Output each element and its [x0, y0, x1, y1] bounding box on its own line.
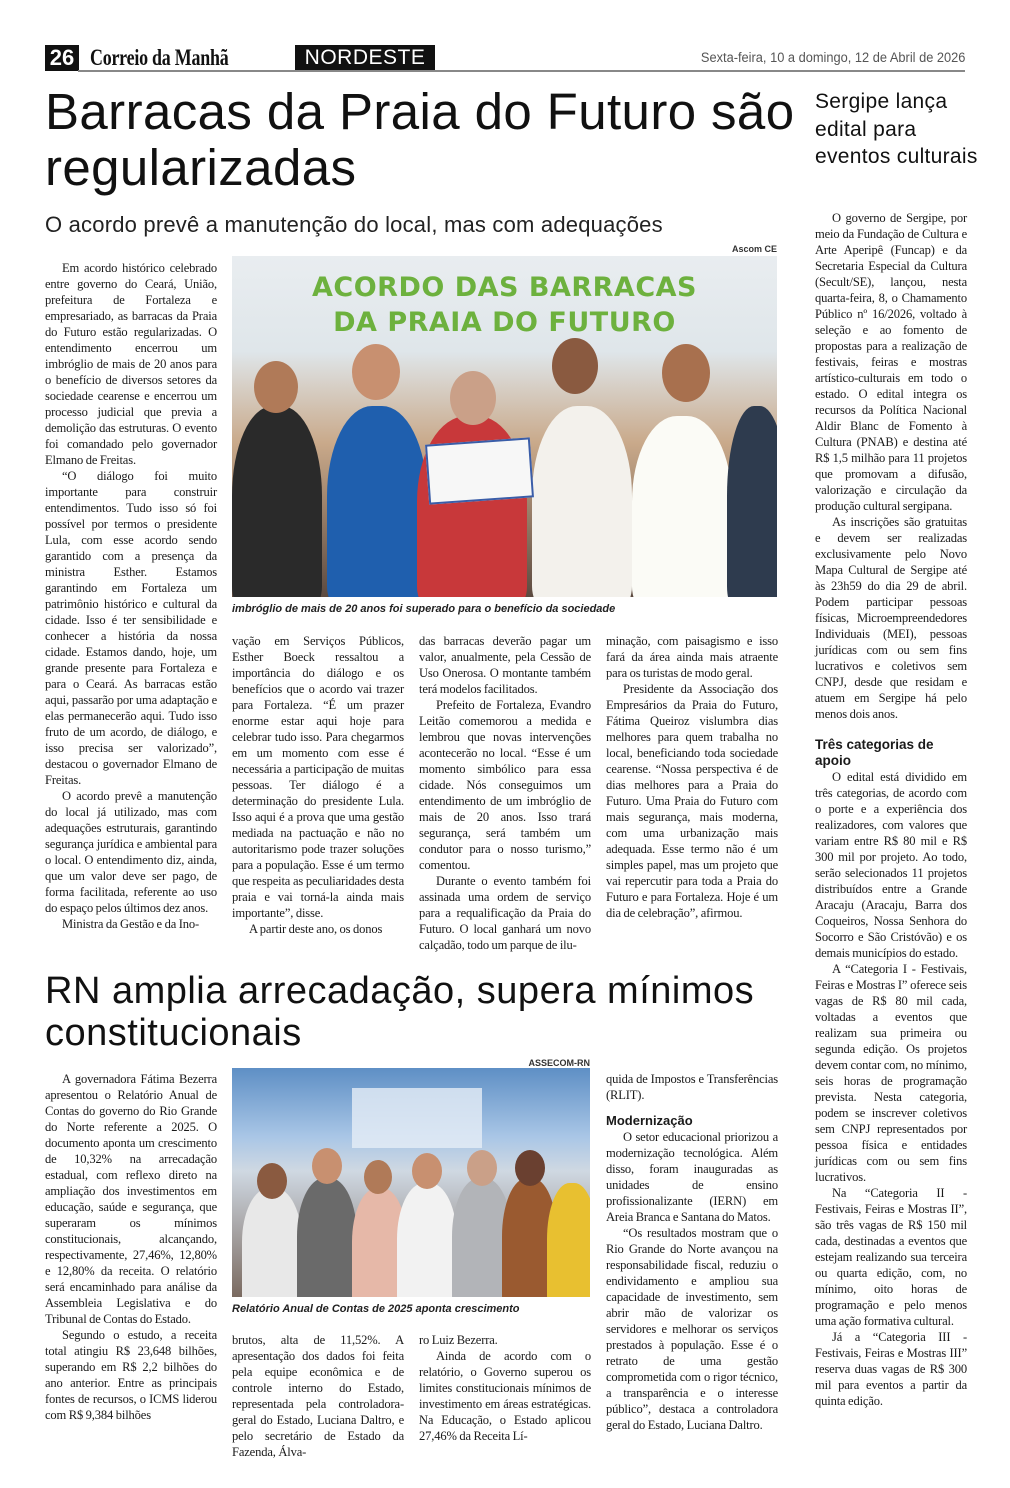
paragraph: “Os resultados mostram que o Rio Grande do Norte avançou na responsabilidade fiscal, reduziu o endividamento e ampliou sua capacidade de investimento, sem abrir mão de valorizar os servidores e melhorar os serviços prestados à população. Esse é o retrato de uma gestão comprometida com o rigor técnico, a transparência e o interesse público”, destaca a controladora geral do Estado, Luciana Daltro.	[606, 1226, 778, 1432]
article-column-1	[45, 1071, 217, 1423]
photo-credit: ASSECOM-RN	[528, 1058, 590, 1068]
paragraph: O acordo prevê a manutenção do local já utilizado, mas com adequações estruturais, garantindo segurança jurídica e ambiental para o local. O entendimento diz, ainda, que um valor deve ser pago, de forma facilitada, referente ao uso do espaço pelos últimos dez anos.	[45, 789, 217, 915]
paragraph: Na “Categoria II - Festivais, Feiras e Mostras II”, são três vagas de R$ 150 mil cada, destinadas a eventos que estejam realizando sua terceira ou quarta edição, com, no mínimo, oito horas de programação e pelo menos uma ação formativa cultural.	[815, 1186, 967, 1328]
section-subheading: Três categorias de apoio	[815, 737, 934, 768]
article-headline: RN amplia arrecadação, supera mínimos constitucionais	[45, 970, 755, 1054]
paragraph: O setor educacional priorizou a modernização tecnológica. Além disso, foram inauguradas as unidades de ensino profissionalizante (IERN) em Areia Branca e Santana do Matos.	[606, 1130, 778, 1224]
section-subheading: Modernização	[606, 1113, 693, 1128]
section-label: NORDESTE	[295, 45, 435, 71]
paragraph: quida de Impostos e Transferências (RLIT).	[606, 1072, 778, 1102]
photo-banner-text: ACORDO DAS BARRACAS DA PRAIA DO FUTURO	[312, 272, 697, 338]
page-number: 26	[45, 45, 79, 71]
sidebar-column	[815, 210, 967, 1409]
article-column-1	[45, 260, 217, 932]
issue-date: Sexta-feira, 10 a domingo, 12 de Abril de 2026	[700, 50, 965, 65]
paragraph: “O diálogo foi muito importante para construir entendimentos. Tudo isso só foi possível por termos o presidente Lula, com esse acordo sendo garantido com a presença da ministra Esther. Estamos garantindo em Fortaleza um patrimônio histórico e cultural da cidade. Isso é ter sensibilidade e conhecer a história da nossa cidade. Estamos dando, hoje, um grande presente para Fortaleza e para o Ceará. As barracas estão aqui, passarão por uma adaptação e elas permanecerão aqui. Tudo isso fruto de um acordo, de diálogo, e isso precisa ser valorizado”, destacou o governador Elmano de Freitas.	[45, 469, 217, 787]
photo-credit: Ascom CE	[731, 244, 777, 254]
paragraph: minação, com paisagismo e isso fará da área ainda mais atraente para os turistas de modo geral.	[606, 634, 778, 680]
paragraph: Durante o evento também foi assinada uma ordem de serviço para a requalificação da Praia do Futuro. O local ganhará um novo calçadão, todo um parque de ilu-	[419, 874, 591, 952]
paragraph: Ainda de acordo com o relatório, o Governo superou os limites constitucionais mínimos de investimento em áreas estratégicas. Na Educação, o Estado aplicou 27,46% da Receita Lí-	[419, 1349, 591, 1443]
paragraph: Presidente da Associação dos Empresários da Praia do Futuro, Fátima Queiroz vislumbra dias melhores para quem trabalha no local, beneficiando toda sociedade cearense. “Nossa perspectiva é de dias melhores para a Praia do Futuro. Uma Praia do Futuro com mais segurança, mais moderna, com uma urbanização mais adequada. Esse termo não é um simples papel, mas um projeto que vai repercutir para toda a Praia do Futuro e para Fortaleza. Hoje é um dia de celebração”, afirmou.	[606, 682, 778, 920]
paragraph: das barracas deverão pagar um valor, anualmente, pela Cessão de Uso Onerosa. O montante também terá modelos facilitados.	[419, 634, 591, 696]
paragraph: Segundo o estudo, a receita total atingiu R$ 23,648 bilhões, superando em R$ 2,2 bilhões do ano anterior. Entre as principais fontes de recursos, o ICMS liderou com R$ 9,384 bilhões	[45, 1328, 217, 1422]
article-column-4	[606, 633, 778, 921]
photo-caption: imbróglio de mais de 20 anos foi superado para o benefício da sociedade	[232, 603, 616, 615]
paragraph: O governo de Sergipe, por meio da Fundação de Cultura e Arte Aperipê (Funcap) e da Secretaria Especial da Cultura (Secult/SE), lançou, nesta quarta-feira, 8, o Chamamento Público nº 16/2026, voltado à seleção e ao fomento de propostas para a realização de festivais, feiras e mostras artístico-culturais em todo o estado. O edital integra os recursos da Política Nacional Aldir Blanc de Fomento à Cultura (PNAB) e destina até R$ 1,5 milhão para 11 projetos que promovam a difusão, valorização e circulação da produção cultural sergipana.	[815, 211, 967, 513]
newspaper-logo: Correio da Manhã	[90, 45, 229, 70]
paragraph: vação em Serviços Públicos, Esther Boeck ressaltou a importância do diálogo e os benefícios que o acordo vai trazer para Fortaleza. “É um prazer enorme estar aqui hoje para celebrar tudo isso. Para chegarmos em um momento com esse é necessária a participação de muitas pessoas. Ter diálogo é a determinação do presidente Lula. Isso aqui é a prova que uma gestão mediada na pactuação e não no autoritarismo pode trazer soluções para a população. Esse é um termo que respeita as peculiaridades desta praia e vai torná-la ainda mais importante”, disse.	[232, 634, 404, 920]
photo-caption: Relatório Anual de Contas de 2025 aponta crescimento	[232, 1303, 520, 1315]
paragraph: brutos, alta de 11,52%. A apresentação dos dados foi feita pela equipe econômica e de controle interno do Estado, representada pela controladora-geral do Estado, Luciana Daltro, e pelo secretário de Estado da Fazenda, Álva-	[232, 1333, 404, 1459]
paragraph: As inscrições são gratuitas e devem ser realizadas exclusivamente pelo Novo Mapa Cultural de Sergipe até às 23h59 do dia 29 de abril. Podem participar pessoas físicas, Microempreendedores Individuais (MEI), pessoas jurídicas com ou sem fins lucrativos e coletivos sem CNPJ, desde que residam e atuem em Sergipe há pelo menos dois anos.	[815, 515, 967, 721]
article-photo	[232, 1068, 590, 1297]
paragraph: A partir deste ano, os donos	[249, 922, 383, 936]
paragraph: O edital está dividido em três categorias, de acordo com o porte e a experiência dos realizadores, com valores que variam entre R$ 80 mil e R$ 300 mil por projeto. Ao todo, serão selecionados 11 projetos distribuídos entre a Grande Aracaju (Aracaju, Barra dos Coqueiros, Nossa Senhora do Socorro e São Cristóvão) e os demais municípios do estado.	[815, 770, 967, 960]
article-column-4	[606, 1071, 778, 1433]
paragraph: Já a “Categoria III - Festivais, Feiras e Mostras III” reserva duas vagas de R$ 300 mil para eventos a partir da quinta edição.	[815, 1330, 967, 1408]
paragraph: A “Categoria I - Festivais, Feiras e Mostras I” oferece seis vagas de R$ 80 mil cada, voltadas a eventos que realizam sua primeira ou segunda edição. Os projetos devem contar com, no mínimo, seis horas de programação prevista. Nesta categoria, podem se inscrever coletivos sem CNPJ representados por pessoa física e entidades jurídicas com ou sem fins lucrativos.	[815, 962, 967, 1184]
paragraph: Ministra da Gestão e da Ino-	[62, 917, 199, 931]
paragraph: Em acordo histórico celebrado entre governo do Ceará, União, prefeitura de Fortaleza e empresariado, as barracas da Praia do Futuro estão regularizadas. O entendimento encerrou um imbróglio de mais de 20 anos para o benefício de diversos setores da sociedade cearense e encerrou um processo judicial que previa a demolição das estruturas. O evento foi comandado pelo governador Elmano de Freitas.	[45, 261, 217, 467]
header-divider	[78, 70, 965, 72]
sidebar-headline: Sergipe lança edital para eventos culturais	[815, 90, 978, 168]
article-photo	[232, 256, 777, 597]
paragraph: A governadora Fátima Bezerra apresentou o Relatório Anual de Contas do governo do Rio Grande do Norte referente a 2025. O documento aponta um crescimento de 10,32% na arrecadação estadual, com reflexo direto na ampliação dos investimentos em educação, saúde e segurança, que superaram os mínimos constitucionais, alcançando, respectivamente, 27,46%, 12,80% e 12,80% da receita. O relatório será encaminhado para análise da Assembleia Legislativa e do Tribunal de Contas do Estado.	[45, 1072, 217, 1326]
article-subheadline: O acordo prevê a manutenção do local, mas com adequações	[45, 212, 663, 237]
article-column-2	[232, 1332, 404, 1460]
article-column-3	[419, 1332, 591, 1444]
article-column-3	[419, 633, 591, 953]
article-column-2	[232, 633, 404, 937]
paragraph: ro Luiz Bezerra.	[419, 1333, 498, 1347]
paragraph: Prefeito de Fortaleza, Evandro Leitão comemorou a medida e lembrou que novas intervenções acontecerão no local. “Esse é um momento simbólico para essa cidade. Nós conseguimos um entendimento de um imbróglio de mais de 20 anos. Isso trará segurança, será também um condutor para o nosso turismo,” comentou.	[419, 698, 591, 872]
article-headline: Barracas da Praia do Futuro são regularizadas	[45, 83, 795, 196]
